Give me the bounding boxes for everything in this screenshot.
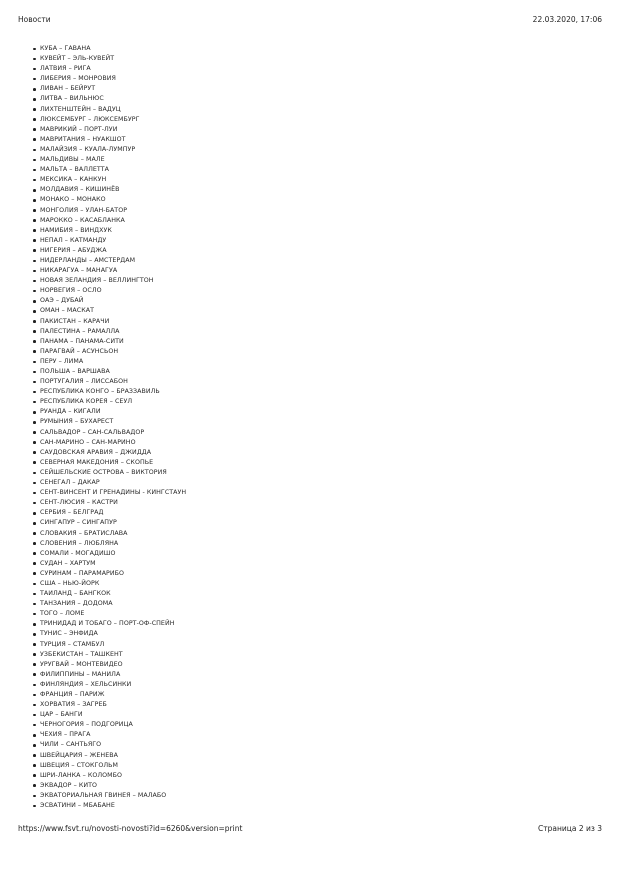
list-item: ФИНЛЯНДИЯ – ХЕЛЬСИНКИ	[40, 680, 186, 690]
list-item: НОВАЯ ЗЕЛАНДИЯ – ВЕЛЛИНГТОН	[40, 276, 186, 286]
list-item: ЛИВАН – БЕЙРУТ	[40, 84, 186, 94]
list-item: МАЛЬДИВЫ – МАЛЕ	[40, 155, 186, 165]
list-item: ЛИБЕРИЯ – МОНРОВИЯ	[40, 74, 186, 84]
list-item: ТУРЦИЯ – СТАМБУЛ	[40, 640, 186, 650]
list-item: ЧЕРНОГОРИЯ – ПОДГОРИЦА	[40, 720, 186, 730]
list-item: НОРВЕГИЯ – ОСЛО	[40, 286, 186, 296]
list-item: МЕКСИКА – КАНКУН	[40, 175, 186, 185]
list-item: УРУГВАЙ – МОНТЕВИДЕО	[40, 660, 186, 670]
list-item: ЧЕХИЯ – ПРАГА	[40, 730, 186, 740]
footer-url[interactable]: https://www.fsvt.ru/novosti-novosti?id=6260&version=print	[18, 824, 243, 833]
list-item: САН-МАРИНО – САН-МАРИНО	[40, 438, 186, 448]
list-item: ТАНЗАНИЯ – ДОДОМА	[40, 599, 186, 609]
list-item: ЧИЛИ – САНТЬЯГО	[40, 740, 186, 750]
list-item: СЛОВЕНИЯ – ЛЮБЛЯНА	[40, 539, 186, 549]
list-item: ХОРВАТИЯ – ЗАГРЕБ	[40, 700, 186, 710]
list-item: СЛОВАКИЯ – БРАТИСЛАВА	[40, 529, 186, 539]
list-item: МАВРИТАНИЯ – НУАКШОТ	[40, 135, 186, 145]
list-item: ЛЮКСЕМБУРГ – ЛЮКСЕМБУРГ	[40, 115, 186, 125]
list-item: ПАНАМА – ПАНАМА-СИТИ	[40, 337, 186, 347]
list-item: КУВЕЙТ – ЭЛЬ-КУВЕЙТ	[40, 54, 186, 64]
list-item: СЕРБИЯ – БЕЛГРАД	[40, 508, 186, 518]
country-capital-list	[40, 44, 186, 811]
list-item: ПАРАГВАЙ – АСУНСЬОН	[40, 347, 186, 357]
list-item: ПАЛЕСТИНА – РАМАЛЛА	[40, 327, 186, 337]
list-item: СЕНТ-ЛЮСИЯ – КАСТРИ	[40, 498, 186, 508]
list-item: ТАИЛАНД – БАНГКОК	[40, 589, 186, 599]
list-item: МОНАКО – МОНАКО	[40, 195, 186, 205]
list-item: СУДАН – ХАРТУМ	[40, 559, 186, 569]
list-item: НАМИБИЯ – ВИНДХУК	[40, 226, 186, 236]
list-item: ЛИХТЕНШТЕЙН – ВАДУЦ	[40, 105, 186, 115]
list-item: СЕВЕРНАЯ МАКЕДОНИЯ – СКОПЬЕ	[40, 458, 186, 468]
list-item: НИДЕРЛАНДЫ – АМСТЕРДАМ	[40, 256, 186, 266]
list-item: ФРАНЦИЯ – ПАРИЖ	[40, 690, 186, 700]
list-item: ШРИ-ЛАНКА – КОЛОМБО	[40, 771, 186, 781]
list-item: ЛАТВИЯ – РИГА	[40, 64, 186, 74]
list-item: ЛИТВА – ВИЛЬНЮС	[40, 94, 186, 104]
list-item: РЕСПУБЛИКА КОРЕЯ – СЕУЛ	[40, 397, 186, 407]
list-item: ПОЛЬША – ВАРШАВА	[40, 367, 186, 377]
list-item: ЭКВАДОР – КИТО	[40, 781, 186, 791]
list-item: ЭСВАТИНИ – МБАБАНЕ	[40, 801, 186, 811]
list-item: ПОРТУГАЛИЯ – ЛИССАБОН	[40, 377, 186, 387]
list-item: УЗБЕКИСТАН – ТАШКЕНТ	[40, 650, 186, 660]
list-item: ЦАР – БАНГИ	[40, 710, 186, 720]
list-item: РЕСПУБЛИКА КОНГО – БРАЗЗАВИЛЬ	[40, 387, 186, 397]
list-item: ТРИНИДАД И ТОБАГО – ПОРТ-ОФ-СПЕЙН	[40, 619, 186, 629]
header-title: Новости	[18, 15, 51, 24]
list-item: САЛЬВАДОР – САН-САЛЬВАДОР	[40, 428, 186, 438]
list-item: МОНГОЛИЯ – УЛАН-БАТОР	[40, 206, 186, 216]
list-item: ТУНИС – ЭНФИДА	[40, 629, 186, 639]
list-item: КУБА – ГАВАНА	[40, 44, 186, 54]
list-item: РУМЫНИЯ – БУХАРЕСТ	[40, 417, 186, 427]
list-item: МАЛЬТА – ВАЛЛЕТТА	[40, 165, 186, 175]
list-item: МАРОККО – КАСАБЛАНКА	[40, 216, 186, 226]
list-item: СЕЙШЕЛЬСКИЕ ОСТРОВА – ВИКТОРИЯ	[40, 468, 186, 478]
list-item: НИКАРАГУА – МАНАГУА	[40, 266, 186, 276]
list-item: ЭКВАТОРИАЛЬНАЯ ГВИНЕЯ – МАЛАБО	[40, 791, 186, 801]
list-item: США – НЬЮ-ЙОРК	[40, 579, 186, 589]
list-item: ПЕРУ – ЛИМА	[40, 357, 186, 367]
list-item: НИГЕРИЯ – АБУДЖА	[40, 246, 186, 256]
list-item: ОАЭ – ДУБАЙ	[40, 296, 186, 306]
list-item: ПАКИСТАН – КАРАЧИ	[40, 317, 186, 327]
list-item: ШВЕЙЦАРИЯ – ЖЕНЕВА	[40, 751, 186, 761]
list-item: СУРИНАМ – ПАРАМАРИБО	[40, 569, 186, 579]
footer-page-number: Страница 2 из 3	[538, 824, 602, 833]
list-item: РУАНДА – КИГАЛИ	[40, 407, 186, 417]
list-item: МАЛАЙЗИЯ – КУАЛА-ЛУМПУР	[40, 145, 186, 155]
list-item: ОМАН – МАСКАТ	[40, 306, 186, 316]
list-item: ФИЛИППИНЫ – МАНИЛА	[40, 670, 186, 680]
list-item: МАВРИКИЙ – ПОРТ-ЛУИ	[40, 125, 186, 135]
list-item: СЕНЕГАЛ – ДАКАР	[40, 478, 186, 488]
list-item: ТОГО – ЛОМЕ	[40, 609, 186, 619]
header-datetime: 22.03.2020, 17:06	[532, 15, 602, 24]
list-item: СЕНТ-ВИНСЕНТ И ГРЕНАДИНЫ - КИНГСТАУН	[40, 488, 186, 498]
list-item: МОЛДАВИЯ – КИШИНЁВ	[40, 185, 186, 195]
list-item: САУДОВСКАЯ АРАВИЯ – ДЖИДДА	[40, 448, 186, 458]
list-item: НЕПАЛ – КАТМАНДУ	[40, 236, 186, 246]
list-item: ШВЕЦИЯ – СТОКГОЛЬМ	[40, 761, 186, 771]
list-item: СИНГАПУР – СИНГАПУР	[40, 518, 186, 528]
list-item: СОМАЛИ - МОГАДИШО	[40, 549, 186, 559]
